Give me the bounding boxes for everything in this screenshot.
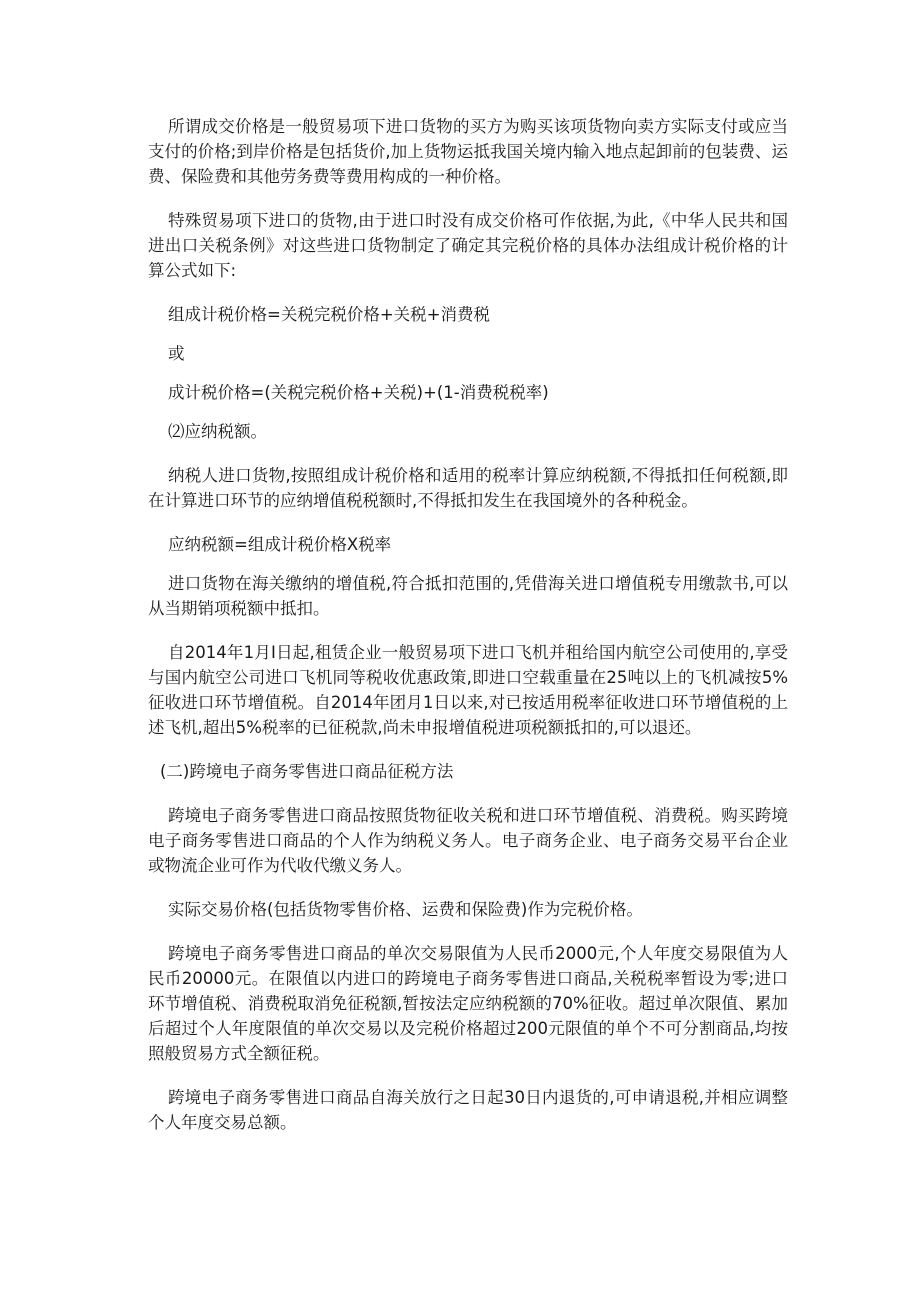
paragraph-transaction-price: 所谓成交价格是一般贸易项下进口货物的买方为购买该项货物向卖方实际支付或应当支付的价格;到岸价格是包括货价,加上货物运抵我国关境内输入地点起卸前的包装费、运费、保险费和其他劳务费等费用构成的一种价格。	[148, 117, 788, 186]
document-body	[148, 114, 788, 1154]
formula-composite-price: 组成计税价格=关税完税价格+关税+消费税	[168, 305, 490, 324]
paragraph-return-refund: 跨境电子商务零售进口商品自海关放行之日起30日内退货的,可申请退税,并相应调整个人年度交易总额。	[148, 1088, 788, 1132]
paragraph-transaction-limits: 跨境电子商务零售进口商品的单次交易限值为人民币2000元,个人年度交易限值为人民币20000元。在限值以内进口的跨境电子商务零售进口商品,关税税率暂设为零;进口环节增值税、消费税取消免征税额,暂按法定应纳税额的70%征收。超过单次限值、累加后超过个人年度限值的单次交易以及完税价格超过200元限值的单个不可分割商品,均按照般贸易方式全额征税。	[148, 944, 788, 1063]
heading-tax-payable: ⑵应纳税额。	[168, 422, 267, 441]
heading-cross-border-ecommerce: (二)跨境电子商务零售进口商品征税方法	[160, 762, 454, 781]
paragraph-cross-border-taxation: 跨境电子商务零售进口商品按照货物征收关税和进口环节增值税、消费税。购买跨境电子商务零售进口商品的个人作为纳税义务人。电子商务企业、电子商务交易平台企业或物流企业可作为代收代缴义务人。	[148, 806, 788, 875]
paragraph-aircraft-leasing: 自2014年1月I日起,租赁企业一般贸易项下进口飞机并租给国内航空公司使用的,享受与国内航空公司进口飞机同等税收优惠政策,即进口空载重量在25吨以上的飞机减按5%征收进口环节增值税。自2014年团月1日以来,对已按适用税率征收进口环节增值税的上述飞机,超出5%税率的已征税款,尚未申报增值税进项税额抵扣的,可以退还。	[148, 643, 788, 737]
paragraph-or: 或	[168, 344, 185, 363]
formula-composite-price-alt: 成计税价格=(关税完税价格+关税)+(1-消费税税率)	[168, 383, 549, 402]
paragraph-special-trade: 特殊贸易项下进口的货物,由于进口时没有成交价格可作依据,为此,《中华人民共和国进出口关税条例》对这些进口货物制定了确定其完税价格的具体办法组成计税价格的计算公式如下:	[148, 211, 788, 280]
paragraph-vat-deduction: 进口货物在海关缴纳的增值税,符合抵扣范围的,凭借海关进口增值税专用缴款书,可以从当期销项税额中抵扣。	[148, 574, 788, 618]
formula-tax-payable: 应纳税额=组成计税价格X税率	[168, 535, 392, 554]
paragraph-dutiable-value: 实际交易价格(包括货物零售价格、运费和保险费)作为完税价格。	[168, 900, 643, 919]
paragraph-import-tax-calc: 纳税人进口货物,按照组成计税价格和适用的税率计算应纳税额,不得抵扣任何税额,即在计算进口环节的应纳增值税税额时,不得抵扣发生在我国境外的各种税金。	[148, 466, 788, 510]
